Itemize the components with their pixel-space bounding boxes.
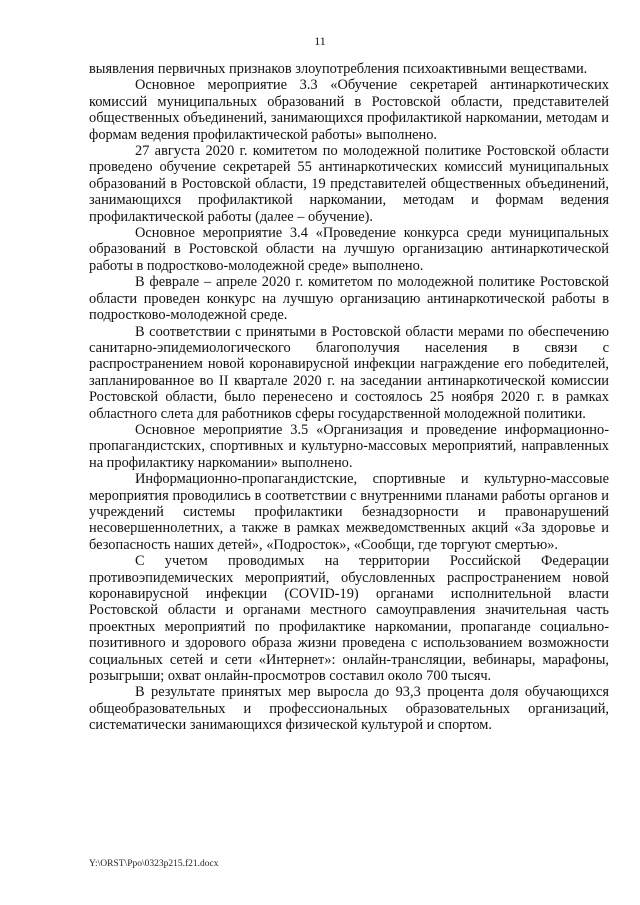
paragraph: В соответствии с принятыми в Ростовской области мерами по обеспечению санитарно-эпидемиологического благополучия населения в связи с распространением новой коронавирусной инфекции награждение его победителей, запланированное во II квартале 2020 г. на заседании антинаркотической комиссии Ростовской области, было перенесено и состоялось 25 ноября 2020 г. в рамках областного слета для работников сферы государственной молодежной политики. — [89, 323, 609, 422]
paragraph: В феврале – апреле 2020 г. комитетом по молодежной политике Ростовской области проведен конкурс на лучшую организацию антинаркотической работы в подростково-молодежной среде. — [89, 274, 609, 324]
paragraph: выявления первичных признаков злоупотребления психоактивными веществами. — [89, 61, 588, 77]
page-number: 11 — [314, 34, 326, 48]
paragraph: Основное мероприятие 3.5 «Организация и проведение информационно-пропагандистских, спортивных и культурно-массовых мероприятий, направленных на профилактику наркомании» выполнено. — [89, 421, 609, 471]
paragraph: Информационно-пропагандистские, спортивные и культурно-массовые мероприятия проводились в соответствии с внутренними планами работы органов и учреждений системы профилактики безнадзорности и правонарушений несовершеннолетних, а также в рамках межведомственных акций «За здоровье и безопасность наших детей», «Подросток», «Сообщи, где торгуют смертью». — [89, 471, 609, 553]
document-body — [89, 61, 609, 734]
footer-file-path: Y:\ORST\Ppo\0323p215.f21.docx — [89, 859, 219, 869]
paragraph: С учетом проводимых на территории Российской Федерации противоэпидемических мероприятий, обусловленных распространением новой коронавирусной инфекции (COVID-19) органами исполнительной власти Ростовской области и органами местного самоуправления значительная часть проектных мероприятий по профилактике наркомании, пропаганде социально-позитивного и здорового образа жизни проведена с использованием возможности социальных сетей и сети «Интернет»: онлайн-трансляции, вебинары, марафоны, розыгрыши; охват онлайн-просмотров составил около 700 тысяч. — [89, 553, 609, 685]
paragraph: Основное мероприятие 3.3 «Обучение секретарей антинаркотических комиссий муниципальных образований в Ростовской области, представителей общественных объединений, занимающихся профилактикой наркомании, методам и формам ведения профилактической работы» выполнено. — [89, 77, 609, 143]
paragraph: 27 августа 2020 г. комитетом по молодежной политике Ростовской области проведено обучение секретарей 55 антинаркотических комиссий муниципальных образований в Ростовской области, 19 представителей общественных объединений, занимающихся профилактикой наркомании, методам и формам ведения профилактической работы (далее – обучение). — [89, 143, 609, 225]
paragraph: Основное мероприятие 3.4 «Проведение конкурса среди муниципальных образований в Ростовской области на лучшую организацию антинаркотической работы в подростково-молодежной среде» выполнено. — [89, 225, 609, 274]
paragraph: В результате принятых мер выросла до 93,3 процента доля обучающихся общеобразовательных и профессиональных образовательных организаций, систематически занимающихся физической культурой и спортом. — [89, 684, 609, 734]
